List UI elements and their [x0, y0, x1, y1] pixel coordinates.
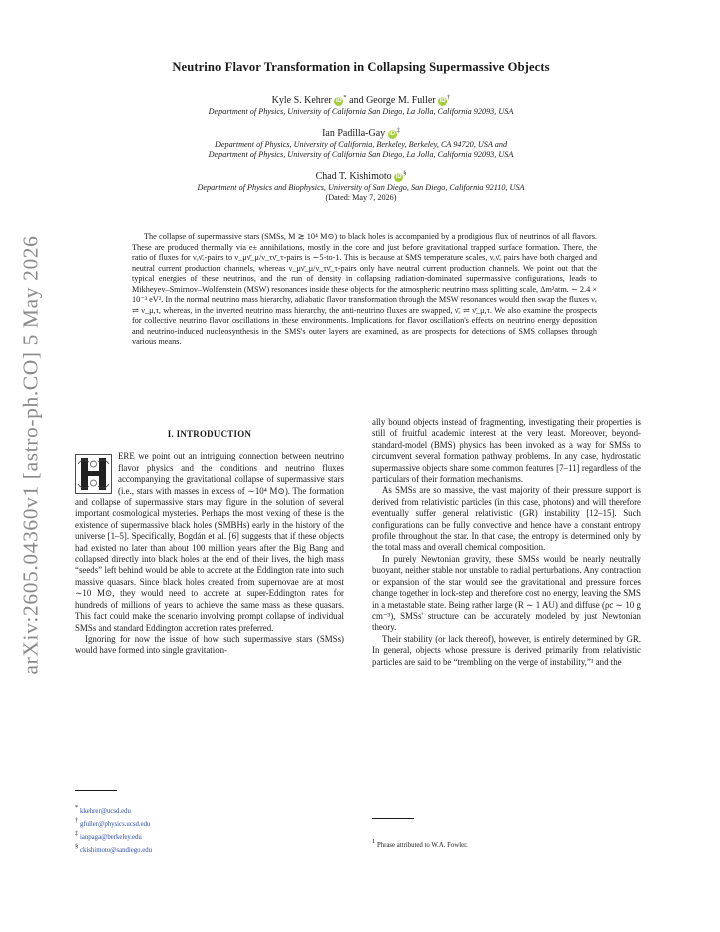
email-link[interactable]: ianpaga@berkeley.edu — [79, 834, 142, 841]
footnote-rule — [372, 818, 414, 819]
intro-text: ERE we point out an intriguing connection between neutrino flavor physics and the conditions and neutrino fluxes accompanying the gravitational collapse of supermassive stars (i.e., stars with masses in excess of ∼10⁴ M⊙). The formation and collapse of supermassive stars may figure in the solution of several important cosmological mysteries. Perhaps the most vexing of these is the existence of supermassive black holes (SMBHs) early in the history of the universe [1–5]. Specifically, Bogdán et al. [6] suggests that if these objects had existed no later than about 100 million years after the Big Bang and collapsed directly into black holes at the end of their lives, the high mass “seeds” left behind would be able to accrete at the Eddington rate into such massive quasars. Since black holes created from supernovae are at most ∼10 M⊙, they would need to accrete at super-Eddington rates for hundreds of millions of years to achieve the same mass as these quasars. This fact could make the scenario involving prompt collapse of individual SMSs and standard Eddington accretion rates preferred. — [75, 451, 344, 633]
footnote-mark: † — [75, 817, 79, 824]
abstract: The collapse of supermassive stars (SMSs, M ≳ 10⁴ M⊙) to black holes is accompanied by a prodigious flux of neutrinos of all flavors. These are produced thermally via e± annihilations, mostly in the core and just before gravitational trapped surface formation. There, the ratio of fluxes for νₑν̄ₑ-pairs to ν_μν̄_μ/ν_τν̄_τ-pairs is ∼5-to-1. This is because at SMS temperature scales, νₑν̄ₑ pairs have both charged and neutral current production channels, whereas ν_μν̄_μ/ν_τν̄_τ-pairs only have neutral current production channels. We point out that the typical energies of these neutrinos, and the run of density in collapsing radiation-dominated supermassive configurations, leads to Mikheyev–Smirnov–Wolfenstein (MSW) resonances inside these objects for the atmospheric neutrino mass splitting scale, Δm²atm. ∼ 2.4 × 10⁻³ eV². In the normal neutrino mass hierarchy, adiabatic flavor transformation through the MSW resonances would then swap the fluxes νₑ ⇌ ν_μ,τ, whereas, in the inverted neutrino mass hierarchy, the anti-neutrino fluxes are swapped, ν̄ₑ ⇌ ν̄_μ,τ. We also examine the prospects for collective neutrino flavor oscillations in these environments. Implications for flavor oscillation's effects on neutrino energy deposition and neutrino-induced nucleosynthesis in the SMS's outer layers are examined, as are prospects for detections of SMS collapses through various means. — [132, 232, 597, 347]
footnote-mark: 1 — [372, 838, 376, 845]
author-name: Ian Padilla-Gay — [322, 128, 386, 139]
body-paragraph: In purely Newtonian gravity, these SMSs would be nearly neutrally buoyant, neither stable nor unstable to radial perturbations. Any contraction or expansion of the star would see the gravitational and pressure forces change together in lock-step and therefore cost no energy, leaving the SMS in a metastable state. Being rather large (R ∼ 1 AU) and diffuse (ρc ∼ 10 g cm⁻³), SMSs' structure can be accurately modeled by just Newtonian theory. — [372, 553, 641, 633]
footnote-mark: * — [75, 804, 79, 811]
left-column — [75, 429, 344, 657]
author-mark: § — [403, 170, 407, 177]
orcid-icon[interactable]: iD — [395, 174, 402, 180]
author-mark: * — [343, 94, 347, 101]
arxiv-sidebar — [14, 0, 48, 932]
orcid-icon[interactable]: iD — [389, 131, 396, 137]
intro-paragraph-1 — [75, 451, 344, 634]
author-name: and George M. Fuller — [349, 95, 436, 106]
email-link[interactable]: gfuller@physics.ucsd.edu — [79, 821, 151, 828]
dated-line: (Dated: May 7, 2026) — [325, 193, 397, 202]
footnote-rule — [75, 790, 117, 791]
body-paragraph: As SMSs are so massive, the vast majority of their pressure support is derived from relativistic particles (in this case, photons) and will therefore eventually suffer general relativistic (GR) instability [12–15]. Such configurations can be fully convective and hence have a constant entropy profile throughout the star. In that case, the entropy is determined only by the total mass and overall chemical composition. — [372, 485, 641, 553]
affiliation: Department of Physics, University of California San Diego, La Jolla, California 92093, USA — [208, 107, 514, 116]
author-mark: ‡ — [396, 127, 400, 134]
section-heading: I. INTRODUCTION — [167, 429, 252, 439]
author-line-3 — [118, 168, 604, 183]
footnote-mark: § — [75, 843, 79, 850]
author-footnotes — [75, 803, 152, 855]
paper-title: Neutrino Flavor Transformation in Collapsing Supermassive Objects — [172, 60, 550, 74]
author-name: Chad T. Kishimoto — [315, 171, 392, 182]
orcid-icon[interactable]: iD — [335, 98, 342, 104]
orcid-icon[interactable]: iD — [439, 98, 446, 104]
affiliation: Department of Physics, University of California, Berkeley, Berkeley, CA 94720, USA and — [214, 140, 508, 149]
right-column — [372, 417, 641, 668]
author-mark: † — [447, 94, 451, 101]
footnote-mark: ‡ — [75, 830, 79, 837]
body-paragraph: Their stability (or lack thereof), however, is entirely determined by GR. In general, objects whose pressure is derived primarily from relativistic particles are said to be “trembling on the verge of instability,”¹ and the — [372, 633, 641, 667]
paper-header — [118, 60, 604, 203]
affiliation: Department of Physics, University of California San Diego, La Jolla, California 92093, USA — [208, 150, 514, 159]
author-name: Kyle S. Kehrer — [271, 95, 332, 106]
affiliation: Department of Physics and Biophysics, University of San Diego, San Diego, California 92110, USA — [197, 183, 525, 192]
dropcap-ornament-icon — [75, 454, 112, 494]
email-link[interactable]: kkehrer@ucsd.edu — [79, 808, 131, 815]
author-line-2 — [118, 125, 604, 140]
intro-paragraph-2: Ignoring for now the issue of how such supermassive stars (SMSs) would have formed into single gravitation- — [75, 633, 344, 656]
page-footnote — [372, 837, 468, 850]
arxiv-identifier: arXiv:2605.04360v1 [astro-ph.CO] 5 May 2026 — [18, 235, 43, 675]
author-line-1 — [118, 92, 604, 107]
email-link[interactable]: ckishimoto@sandiego.edu — [79, 847, 153, 854]
footnote-text: Phrase attributed to W.A. Fowler. — [376, 842, 468, 849]
body-paragraph: ally bound objects instead of fragmenting, investigating their properties is still of fruitful academic interest at the very least. Moreover, beyond-standard-model (BMS) physics has been invoked as a way for SMSs to circumvent several formation pathway problems. In any case, hydrostatic supermassive objects share some common features [7–11] regardless of the particulars of their formation mechanisms. — [372, 417, 641, 485]
